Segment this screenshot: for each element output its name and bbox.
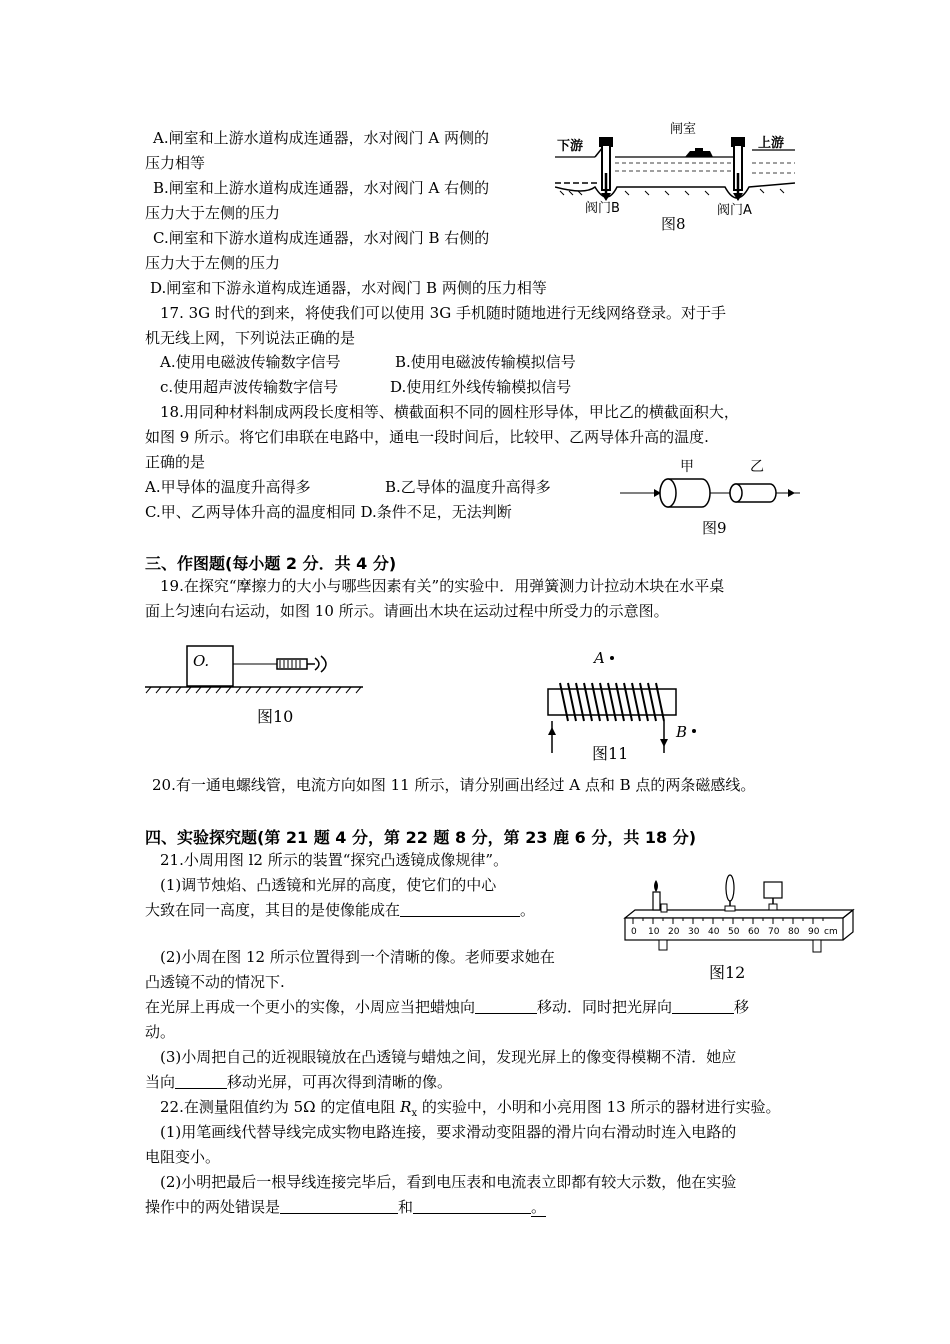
q16-option-a-line2: 压力相等: [145, 154, 206, 172]
figure-11-solenoid: [540, 645, 710, 770]
fig12-tick-80: 80: [788, 927, 800, 937]
fig10-point-label: O.: [193, 652, 210, 670]
fig12-tick-30: 30: [688, 927, 700, 937]
q16-option-b-line2: 压力大于左侧的压力: [145, 204, 281, 222]
fig12-tick-unit: cm: [824, 927, 838, 937]
q19-stem-line1: 19.在探究“摩擦力的大小与哪些因素有关”的实验中．用弹簧测力计拉动木块在水平桌: [160, 577, 725, 595]
q18-option-cd: C.甲、乙两导体升高的温度相同 D.条件不足，无法判断: [145, 503, 512, 521]
fig8-chamber-label: 闸室: [670, 122, 697, 137]
q22-part2-line1: (2)小明把最后一根导线连接完毕后，看到电压表和电流表立即都有较大示数，他在实验: [160, 1173, 737, 1191]
q18-option-b: B.乙导体的温度升高得多: [385, 478, 551, 496]
q21-part3-line2: [145, 1072, 452, 1092]
q22-rx-subscript: x: [411, 1108, 418, 1119]
q22-answer-blank-2[interactable]: [413, 1199, 531, 1214]
q21-part1-line2: [145, 900, 535, 920]
q21-stem: 21.小周用图 l2 所示的装置“探究凸透镜成像规律”。: [160, 851, 509, 869]
q22-rx-symbol: R: [400, 1098, 412, 1116]
q21-part2-line1: (2)小周在图 12 所示位置得到一个清晰的像。老师要求她在: [160, 948, 555, 966]
fig12-tick-90: 90: [808, 927, 820, 937]
q22-part1-line1: (1)用笔画线代替导线完成实物电路连接，要求滑动变阻器的滑片向右滑动时连入电路的: [160, 1123, 737, 1141]
q21-part2-text-a: 在光屏上再成一个更小的实像，小周应当把蜡烛向: [145, 998, 476, 1016]
q21-part1-text: 大致在同一高度，其目的是使像能成在: [145, 901, 401, 919]
q16-option-c-line2: 压力大于左侧的压力: [145, 254, 281, 272]
q21-answer-blank-screen[interactable]: [672, 999, 734, 1014]
fig12-tick-70: 70: [768, 927, 780, 937]
figure-9-conductors: [620, 455, 800, 545]
fig11-point-a-label: A: [594, 649, 605, 667]
q21-part2-text-b: 移动．同时把光屏向: [537, 998, 673, 1016]
q17-option-a: A.使用电磁波传输数字信号: [160, 353, 341, 371]
q21-part3-text-a: 当向: [145, 1073, 176, 1091]
q21-part2-line3: [145, 997, 749, 1017]
fig11-caption: 图11: [592, 744, 629, 763]
q17-stem-line1: 17. 3G 时代的到来，将使我们可以使用 3G 手机随时随地进行无线网络登录。对于手: [160, 304, 726, 322]
fig8-valve-a-label: 阀门A: [717, 203, 752, 218]
q16-option-c-line1: C.闸室和下游水道构成连通器，水对阀门 B 右侧的: [153, 229, 490, 247]
section-4-title: 四、实验探究题(第 21 题 4 分，第 22 题 8 分，第 23 鹿 6 分，共 18 分): [145, 828, 697, 847]
fig12-tick-20: 20: [668, 927, 680, 937]
figure-10-block-spring: [145, 640, 370, 730]
q16-option-d: D.闸室和下游永道构成连通器，水对阀门 B 两侧的压力相等: [150, 279, 547, 297]
fig9-jia-label: 甲: [680, 459, 694, 475]
q22-stem-pre: 22.在测量阻值约为 5Ω 的定值电阻: [160, 1098, 401, 1116]
fig12-caption: 图12: [709, 963, 746, 982]
fig8-downstream-label: 下游: [557, 139, 584, 154]
fig12-tick-40: 40: [708, 927, 720, 937]
q21-part1-end: 。: [520, 901, 536, 919]
q21-part1-line1: (1)调节烛焰、凸透镜和光屏的高度，使它们的中心: [160, 876, 497, 894]
q22-part2-line2: [145, 1197, 546, 1217]
q18-option-a: A.甲导体的温度升高得多: [145, 478, 311, 496]
q18-stem-line3: 正确的是: [145, 453, 206, 471]
q21-part3-line1: (3)小周把自己的近视眼镜放在凸透镜与蜡烛之间，发现光屏上的像变得模糊不清．她应: [160, 1048, 737, 1066]
figure-8-ship-lock: [555, 115, 795, 240]
q21-answer-blank-1[interactable]: [400, 902, 520, 917]
fig12-tick-50: 50: [728, 927, 740, 937]
q21-part2-line4: 动。: [145, 1023, 176, 1041]
q21-part2-line2: 凸透镜不动的情况下.: [145, 973, 285, 991]
q21-part2-text-c: 移: [734, 998, 750, 1016]
q16-option-a-line1: A.闸室和上游水道构成连通器，水对阀门 A 两侧的: [153, 129, 489, 147]
fig9-yi-label: 乙: [750, 459, 764, 475]
section-3-title: 三、作图题(每小题 2 分．共 4 分): [145, 554, 397, 573]
q17-option-c: c.使用超声波传输数字信号: [160, 378, 339, 396]
q18-stem-line2: 如图 9 所示。将它们串联在电路中，通电一段时间后，比较甲、乙两导体升高的温度.: [145, 428, 709, 446]
fig11-point-b-label: B: [676, 723, 688, 741]
q22-part1-line2: 电阻变小。: [145, 1148, 221, 1166]
q20-stem: 20.有一通电螺线管，电流方向如图 11 所示，请分别画出经过 A 点和 B 点的两条磁感线。: [152, 776, 756, 794]
q21-part3-text-b: 移动光屏，可再次得到清晰的像。: [227, 1073, 453, 1091]
q22-stem-post: 的实验中，小明和小亮用图 13 所示的器材进行实验。: [417, 1098, 781, 1116]
q17-option-d: D.使用红外线传输模拟信号: [390, 378, 572, 396]
q22-part2-text-a: 操作中的两处错误是: [145, 1198, 281, 1216]
q19-stem-line2: 面上匀速向右运动，如图 10 所示。请画出木块在运动过程中所受力的示意图。: [145, 602, 669, 620]
q22-stem: [160, 1097, 780, 1124]
q22-part2-text-b: 和: [398, 1198, 414, 1216]
fig12-tick-0: 0: [631, 927, 637, 937]
fig12-tick-60: 60: [748, 927, 760, 937]
q21-answer-blank-3[interactable]: [175, 1074, 227, 1089]
q18-stem-line1: 18.用同种材料制成两段长度相等、横截面积不同的圆柱形导体，甲比乙的横截面积大，: [160, 403, 739, 421]
fig10-caption: 图10: [257, 707, 294, 726]
q17-stem-line2: 机无线上网，下列说法正确的是: [145, 329, 356, 347]
fig8-caption: 图8: [661, 215, 686, 233]
q22-part2-end: 。: [531, 1198, 547, 1216]
fig8-valve-b-label: 阀门B: [585, 201, 620, 216]
fig8-upstream-label: 上游: [758, 136, 785, 151]
q16-option-b-line1: B.闸室和上游水道构成连通器，水对阀门 A 右侧的: [153, 179, 490, 197]
figure-12-optical-bench: [615, 870, 855, 985]
fig12-tick-10: 10: [648, 927, 660, 937]
q22-answer-blank-1[interactable]: [280, 1199, 398, 1214]
fig9-caption: 图9: [702, 519, 727, 537]
q21-answer-blank-candle[interactable]: [475, 999, 537, 1014]
q17-option-b: B.使用电磁波传输模拟信号: [395, 353, 576, 371]
